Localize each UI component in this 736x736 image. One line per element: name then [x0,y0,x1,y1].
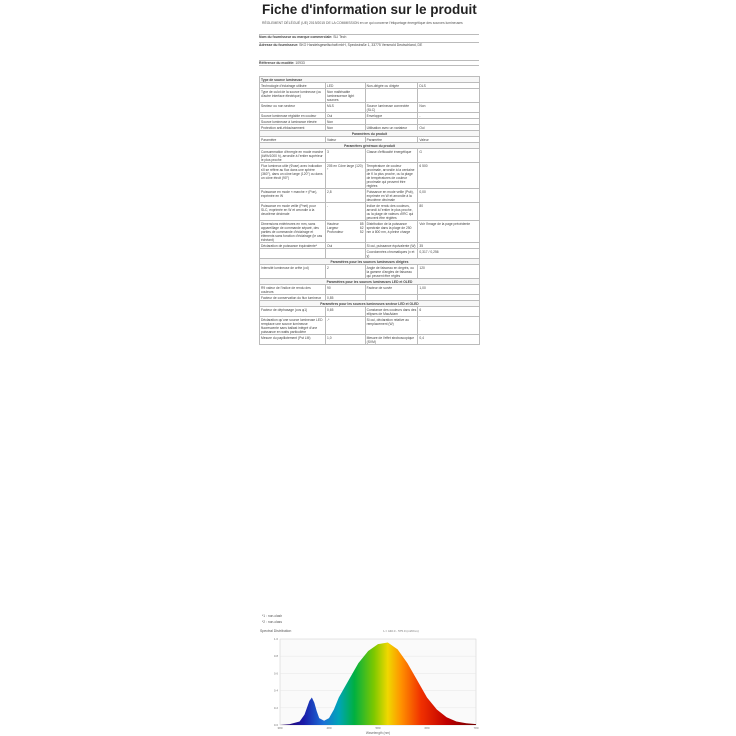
table-row [260,317,480,335]
table-cell: Puissance en mode veille (Pnet) pour SLC, exprimée en W et arrondie à la deuxième décimale [260,203,326,221]
table-cell: 0,4 [418,335,480,345]
table-cell: Non [326,125,366,131]
table-cell: Puissance en mode « marche » (Pon), exprimée en W [260,189,326,203]
table-cell: Mesure du papillotement (Pst LM) [260,335,326,345]
table-cell: Température de couleur proximale, arrondie à la centaine de K la plus proche, ou la plage de températures de couleur proximale qui peuvent être réglées [365,163,418,189]
table-cell: Oui [326,113,366,119]
supplier-address-label: Adresse du fournisseur: [259,43,299,47]
table-cell: Protection anti-éblouissement [260,125,326,131]
table-cell: Non maîtrisable luminescence light sources [326,89,366,103]
y-tick-label: 0.2 [273,705,278,710]
table-cell: G [418,149,480,163]
table-cell [260,249,326,259]
table-cell: Distribution de la puissance spectrale dans la plage de 250 nm à 800 nm, à pleine charge [365,221,418,243]
chart-subtitle: λ = 440.0 - 575.0 (mW/nm) [383,629,419,633]
footnote-2: *2 : non-class [262,620,282,624]
table-cell: Indice de rendu des couleurs, arrondi à l'entier le plus proche, ou la plage de valeurs d'IRC qui peuvent être réglées [365,203,418,221]
table-cell: Utilisation avec un variateur [365,125,418,131]
table-cell: 0,65 [326,307,366,317]
supplier-address-value: SKO Handelsgesellschaft mbH, Speckstraße 1, 33775 Versmold Deutschland, DE [299,43,423,47]
supplier-name-value: SLI Tech [333,35,347,39]
table-cell: - [326,203,366,221]
table-row [260,149,480,163]
dimension-row [327,230,364,234]
x-axis-label: Wavelength (nm) [365,731,391,735]
table-row [260,189,480,203]
supplier-name-row [259,34,479,39]
table-cell: Flux lumineux utile (Φuse) avec indication s'il se réfère au flux dans une sphère (360°), dans un cône large (120°) ou dans un cône étroit (90°) [260,163,326,189]
table-row [260,265,480,279]
model-label: Référence du modèle: [259,61,295,65]
table-cell: Facteur de survie [365,285,418,295]
table-cell: Si oui, déclaration relative au remplacement (W) [365,317,418,335]
table-cell: MLS [326,103,366,113]
table-cell: Source lumineuse à luminance élevée [260,119,326,125]
table-cell: 120 [418,265,480,279]
chart-title: Spectral Distribution [260,629,292,633]
x-tick-label: 380 [277,726,283,730]
table-cell: 3 [326,149,366,163]
table-row [260,103,480,113]
table-row [260,203,480,221]
table-cell: Type de culot de la source lumineuse (ou d'autre interface électrique) [260,89,326,103]
dimension-label: Largeur [327,225,339,230]
table-cell: Facteur de conservation du flux lumineux [260,295,326,301]
table-cell: 1,0 [326,335,366,345]
table-cell: 6 [418,307,480,317]
table-cell: Valeur [418,137,480,143]
spectral-distribution-chart [258,627,483,736]
table-row [260,221,480,243]
table-cell: 2,8 [326,189,366,203]
table-cell [418,89,480,103]
x-tick-label: 480 [326,726,332,730]
dimension-value: 62 [359,225,364,230]
table-cell: Valeur [326,137,366,143]
footnote-1: *1 : non-clash [262,614,283,618]
table-row [260,249,480,259]
table-cell: R9 valeur de l'indice de rendu des couleurs [260,285,326,295]
y-tick-label: 0.4 [273,688,278,693]
table-cell [326,249,366,259]
supplier-address-row [259,42,479,57]
table-cell: Déclaration de puissance équivalente* [260,243,326,249]
table-cell: Voir l'image de la page précédente [418,221,480,243]
page-title: Fiche d'information sur le produit [262,2,477,17]
table-cell: Angle de faisceau en degrés, ou la gamme d'angles de faisceau qui peuvent être réglés [365,265,418,279]
table-cell: Oui [326,243,366,249]
table-cell: Oui [418,125,480,131]
table-cell: Paramètres pour les sources lumineuses secteur LED et OLED [260,301,480,307]
table-cell: Secteur ou non secteur [260,103,326,113]
table-cell: 0,85 [326,295,366,301]
table-cell: Non [418,103,480,113]
table-cell: - [418,113,480,119]
table-row [260,307,480,317]
y-tick-label: 1.0 [273,637,278,641]
table-cell: Paramètres du produit [260,131,480,137]
table-cell: Puissance en mode veille (Psb), exprimée en W et arrondie à la deuxième décimale [365,189,418,203]
table-cell: LED [326,83,366,89]
table-row [260,163,480,189]
table-cell: 90 [326,285,366,295]
y-tick-label: 0.0 [273,723,278,727]
table-cell: Si oui, puissance équivalente (W) [365,243,418,249]
table-cell: Classe d'efficacité énergétique [365,149,418,163]
table-cell: Type de source lumineuse [260,77,480,83]
table-cell: 80 [418,203,480,221]
table-cell: Déclaration qu'une source lumineuse LED remplace une source lumineuse fluorescente sans ballast intégré d'une puissance en watts particulière [260,317,326,335]
table-cell: 2 [326,265,366,279]
table-cell: 0,00 [418,189,480,203]
table-cell [365,89,418,103]
table-row [260,285,480,295]
table-cell: Facteur de déphasage (cos φ1) [260,307,326,317]
table-cell: Enveloppe [365,113,418,119]
table-cell: Intensité lumineuse de crête (cd) [260,265,326,279]
table-cell: Consommation d'énergie en mode marche (kWh/1000 h), arrondie à l'entier supérieur le plus proche [260,149,326,163]
table-row [260,335,480,345]
table-cell: Dimensions extérieures en mm, sans appareillage de commande séparé, des parties de commande d'éclairage et éléments sans fonction d'éclairage (le cas échéant) [260,221,326,243]
dimension-label: Hauteur [327,221,339,226]
table-cell: Non [326,119,366,125]
model-value: 10933 [295,61,305,65]
table-cell: Non-dirigée ou dirigée [365,83,418,89]
table-cell: 35 [418,243,480,249]
table-cell: 0,317 / 0,256 [418,249,480,259]
x-tick-label: 680 [424,726,430,730]
model-row [259,60,479,66]
table-cell: Paramètre [365,137,418,143]
table-cell: 1,00 [418,285,480,295]
table-row [260,89,480,103]
table-cell: Paramètres pour les sources lumineuses LED et OLED [260,279,480,285]
table-cell: Paramètre [260,137,326,143]
regulation-text: RÈGLEMENT DÉLÉGUÉ (UE) 2019/2015 DE LA COMMISSION en ce qui concerne l'étiquetage énergétique des sources lumineuses [262,21,463,25]
x-tick-label: 580 [375,726,381,730]
table-cell: 205 en Cône large (120)° [326,163,366,189]
y-tick-label: 0.8 [273,654,278,659]
table-cell: Source lumineuse réglable en couleur [260,113,326,119]
table-cell: Technologie d'éclairage utilisée [260,83,326,89]
dimensions-cell [326,221,366,243]
table-cell: DLS [418,83,480,89]
dimension-value: 85 [359,221,364,226]
table-cell: - [418,317,480,335]
table-cell: Coordonnées chromatiques (x et y) [365,249,418,259]
table-cell: Mesure de l'effet stroboscopique (SVM) [365,335,418,345]
table-cell: Paramètres pour les sources lumineuses dirigées [260,259,480,265]
parameters-table [259,76,480,345]
x-tick-label: 780 [473,726,479,730]
dimension-label: Profondeur [327,229,344,234]
y-tick-label: 0.6 [273,671,278,676]
table-cell: Constance des couleurs dans des ellipses de MacAdam [366,307,417,316]
dimension-value: 52 [359,229,364,234]
table-cell: 6 500 [418,163,480,189]
table-cell: Source lumineuse connectée (SLC) [365,103,418,113]
supplier-name-label: Nom du fournisseur ou marque commerciale: [259,35,333,39]
table-cell: Paramètres généraux du produit [260,143,480,149]
table-cell: -* [326,317,366,335]
